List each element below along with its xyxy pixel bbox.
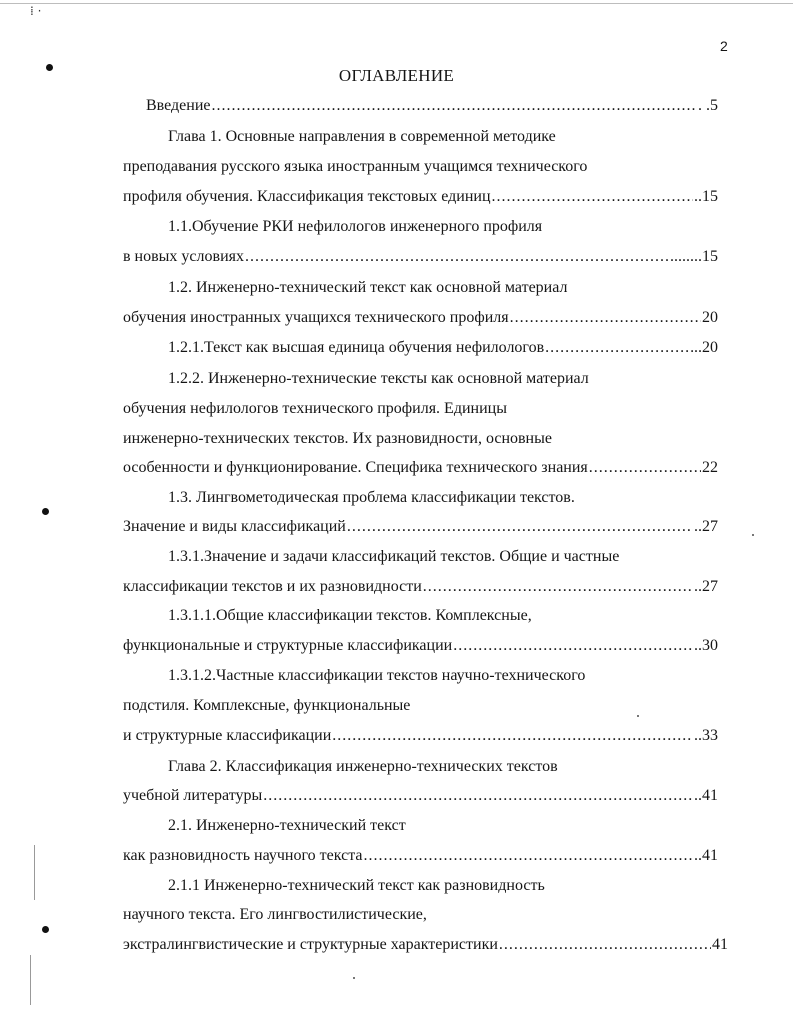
toc-entry-1-3-1-2-line-2: подстиля. Комплексные, функциональные bbox=[123, 697, 411, 714]
toc-entry-1-2-1 bbox=[168, 338, 718, 358]
toc-entry-1-3-1-2-line-1: 1.3.1.2.Частные классификации текстов научно-технического bbox=[168, 667, 586, 684]
toc-entry-text: Введение bbox=[146, 97, 211, 114]
toc-entry-1-3-1-1-line-2 bbox=[123, 636, 718, 656]
toc-page-number: ..30 bbox=[694, 637, 718, 654]
toc-page-number: ..20 bbox=[694, 339, 718, 356]
toc-leader-dots bbox=[347, 517, 693, 537]
toc-entry-1-3-1-line-2 bbox=[123, 577, 718, 597]
toc-entry-text: как разновидность научного текста bbox=[123, 847, 363, 864]
toc-entry-1-3-1-1-line-1: 1.3.1.1.Общие классификации текстов. Комплексные, bbox=[168, 607, 532, 624]
toc-entry-text: и структурные классификации bbox=[123, 727, 332, 744]
toc-entry-1-2-2-line-2: обучения нефилологов технического профиля. Единицы bbox=[123, 400, 507, 417]
toc-leader-dots bbox=[492, 187, 693, 207]
toc-page-number: ........15 bbox=[670, 248, 718, 265]
toc-entry-1-2-line-1: 1.2. Инженерно-технический текст как основной материал bbox=[168, 279, 568, 296]
toc-page-number: ..41 bbox=[694, 847, 718, 864]
toc-entry-text: профиля обучения. Классификация текстовых единиц bbox=[123, 188, 491, 205]
toc-leader-dots bbox=[263, 786, 693, 806]
toc-entry-2-1-1-line-1: 2.1.1 Инженерно-технический текст как разновидность bbox=[168, 877, 545, 894]
toc-entry-text: в новых условиях bbox=[123, 248, 244, 265]
punch-hole-mark bbox=[42, 508, 49, 515]
toc-page-number: . .5 bbox=[698, 97, 718, 114]
page-title: ОГЛАВЛЕНИЕ bbox=[338, 66, 455, 85]
toc-page-number: 20 bbox=[702, 309, 718, 326]
toc-page-number: ..27 bbox=[694, 518, 718, 535]
toc-leader-dots bbox=[499, 935, 711, 955]
scan-speck bbox=[752, 534, 754, 536]
punch-hole-mark bbox=[42, 926, 49, 933]
scan-edge-line bbox=[30, 955, 31, 1005]
toc-page-number: 22 bbox=[702, 459, 718, 476]
toc-entry-text: экстралингвистические и структурные характеристики bbox=[123, 936, 498, 953]
toc-leader-dots bbox=[363, 846, 693, 866]
toc-entry-chapter-2-line-1: Глава 2. Классификация инженерно-технических текстов bbox=[168, 758, 558, 775]
toc-leader-dots bbox=[423, 577, 693, 597]
toc-leader-dots bbox=[332, 726, 693, 746]
toc-page-number: 41 bbox=[712, 936, 728, 953]
toc-entry-text: особенности и функционирование. Специфика технического знания bbox=[123, 459, 588, 476]
toc-entry-1-2-2-line-3: инженерно-технических текстов. Их разновидности, основные bbox=[123, 430, 552, 447]
toc-entry-chapter-1-line-2: преподавания русского языка иностранным учащимся технического bbox=[123, 158, 588, 175]
toc-entry-2-1-line-1: 2.1. Инженерно-технический текст bbox=[168, 817, 406, 834]
scan-top-edge bbox=[0, 3, 793, 4]
toc-entry-1-3-line-1: 1.3. Лингвометодическая проблема классификации текстов. bbox=[168, 489, 575, 506]
toc-entry-chapter-1-line-1: Глава 1. Основные направления в современной методике bbox=[168, 128, 556, 145]
toc-page-number: ..41 bbox=[694, 787, 718, 804]
toc-page-number: ..33 bbox=[694, 727, 718, 744]
toc-page-number: ..15 bbox=[694, 188, 718, 205]
toc-leader-dots bbox=[589, 458, 701, 478]
toc-entry-text: учебной литературы bbox=[123, 787, 263, 804]
toc-leader-dots bbox=[545, 338, 693, 358]
page-number: 2 bbox=[720, 38, 728, 54]
toc-entry-2-1-1-line-2: научного текста. Его лингвостилистические, bbox=[123, 906, 427, 923]
scan-edge-line bbox=[34, 845, 35, 900]
toc-entry-chapter-1-line-3 bbox=[123, 187, 718, 207]
scan-mark: ⁞ · bbox=[30, 4, 42, 18]
toc-entry-1-1-line-2 bbox=[123, 247, 718, 267]
toc-entry-1-2-line-2 bbox=[123, 308, 718, 328]
toc-leader-dots bbox=[212, 96, 698, 116]
toc-leader-dots bbox=[510, 308, 701, 328]
toc-entry-chapter-2-line-2 bbox=[123, 786, 718, 806]
toc-entry-1-1-line-1: 1.1.Обучение РКИ нефилологов инженерного профиля bbox=[168, 218, 543, 235]
toc-entry-text: Значение и виды классификаций bbox=[123, 518, 346, 535]
toc-entry-text: функциональные и структурные классификации bbox=[123, 637, 453, 654]
toc-entry-1-2-2-line-1: 1.2.2. Инженерно-технические тексты как основной материал bbox=[168, 370, 589, 387]
toc-leader-dots bbox=[245, 247, 669, 267]
toc-entry-text: 1.2.1.Текст как высшая единица обучения нефилологов bbox=[168, 339, 545, 356]
toc-entry-text: классификации текстов и их разновидности bbox=[123, 578, 422, 595]
toc-entry-2-1-line-2 bbox=[123, 846, 718, 866]
toc-entry-2-1-1-line-3 bbox=[123, 935, 728, 955]
toc-entry-text: обучения иностранных учащихся технического профиля bbox=[123, 309, 509, 326]
toc-entry-1-3-1-line-1: 1.3.1.Значение и задачи классификаций текстов. Общие и частные bbox=[168, 548, 620, 565]
scan-speck bbox=[353, 977, 355, 979]
toc-entry-1-3-1-2-line-3 bbox=[123, 726, 718, 746]
toc-leader-dots bbox=[453, 636, 693, 656]
toc-entry-1-3-line-2 bbox=[123, 517, 718, 537]
toc-entry-intro bbox=[146, 96, 718, 116]
toc-entry-1-2-2-line-4 bbox=[123, 458, 718, 478]
toc-page-number: ..27 bbox=[694, 578, 718, 595]
